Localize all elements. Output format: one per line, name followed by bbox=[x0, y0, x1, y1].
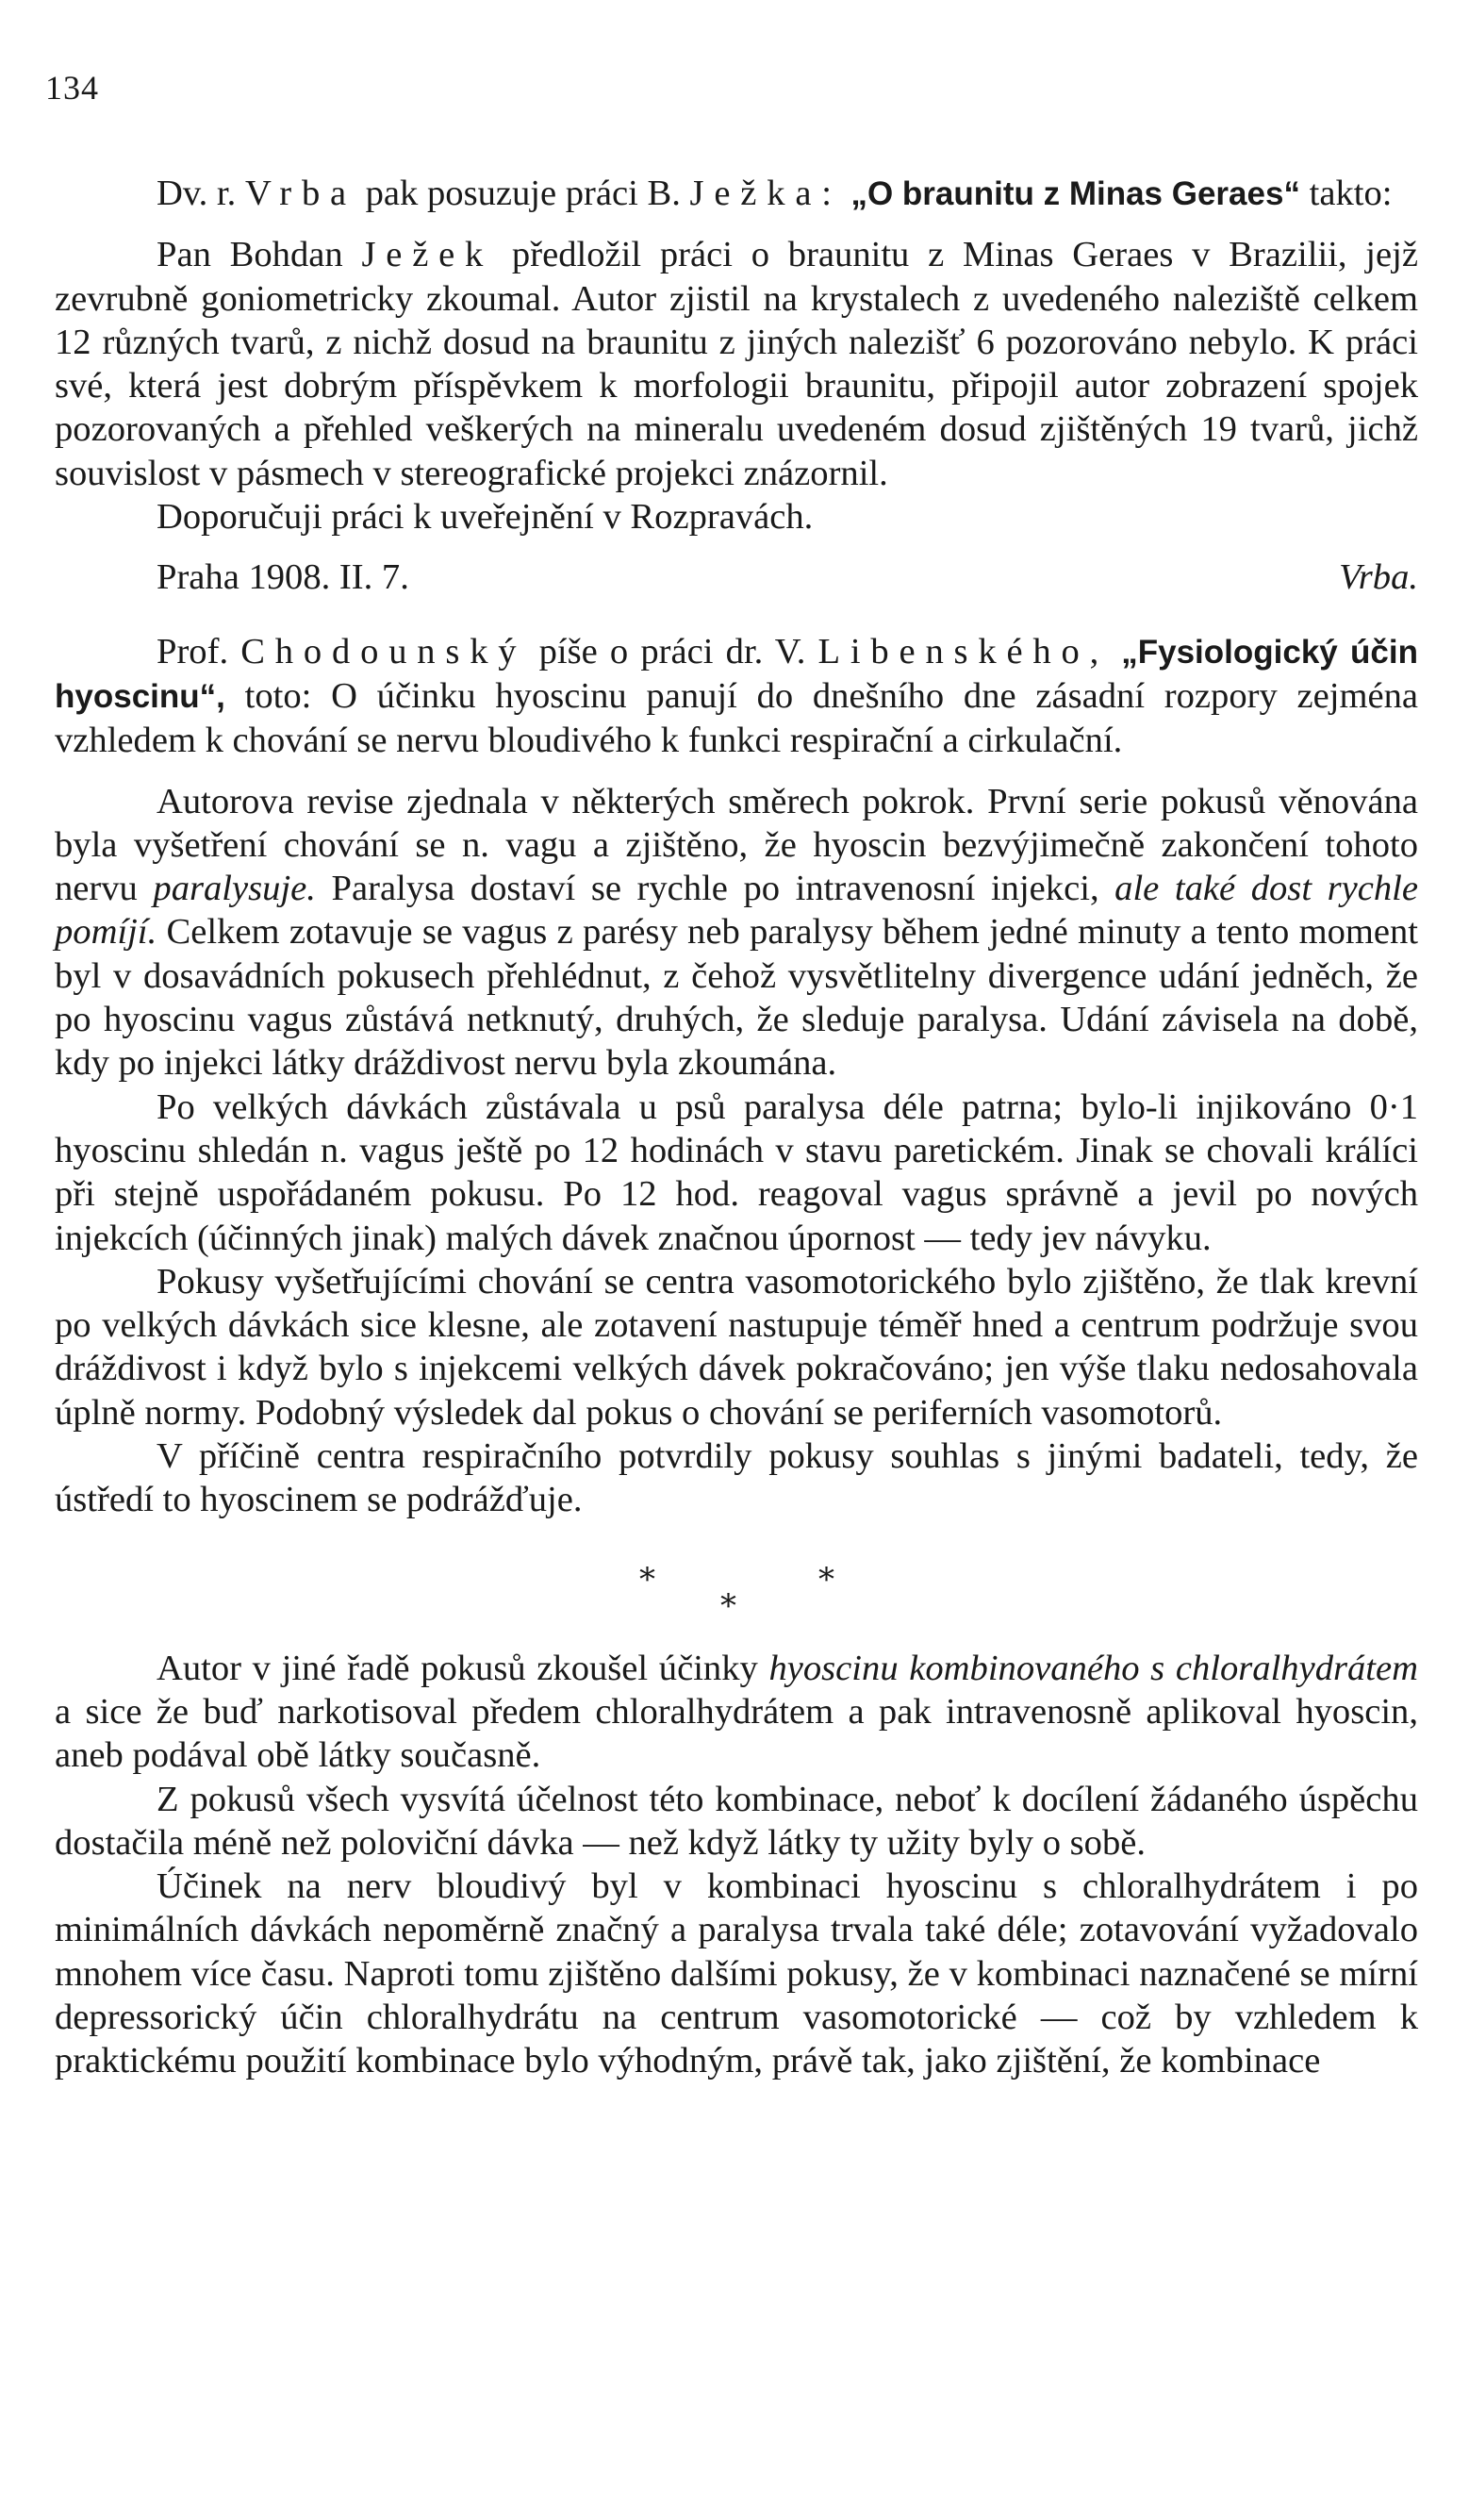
chodounsky-paragraph-4: V příčině centra respiračního potvrdily pokusy souhlas s jinými badateli, tedy, že ústředí to hyoscinem se podrážďuje. bbox=[55, 1436, 1418, 1520]
chodounsky-p1-a: Autorova revise zjednala v některých směrech pokrok. První serie pokusů věnována byla vyšetření chování se n. vagu a zjištěno, že hyoscin bezvýjimečně zakončení tohoto nervu bbox=[55, 781, 1418, 909]
reviewer-name-vrba: Vrba bbox=[244, 174, 356, 213]
asterism-star: * bbox=[720, 1586, 736, 1625]
continuation-p1-emphasis: hyoscinu kombinovaného s chloralhydrátem bbox=[768, 1648, 1419, 1688]
reviewer-name-chodounsky: Chodounský bbox=[240, 631, 527, 671]
chodounsky-paragraph-1 bbox=[55, 780, 1418, 1086]
chodounsky-intro-after: toto: O účinku hyoscinu panují do dnešního dne zásadní rozpory zejména vzhledem k chování se nervu bloudivého k funkci respirační a cirkulační. bbox=[55, 675, 1418, 761]
vrba-body-lead: Pan Bohdan bbox=[157, 235, 362, 275]
asterism-star: * bbox=[639, 1560, 655, 1599]
vrba-body-paragraph bbox=[55, 233, 1418, 495]
vrba-signature: Vrba. bbox=[1339, 557, 1418, 598]
page-number: 134 bbox=[45, 69, 99, 107]
author-name-jezek: Ježka: bbox=[689, 174, 842, 213]
vrba-place-date: Praha 1908. II. 7. bbox=[157, 557, 409, 598]
paper-title-braunit: „O braunitu z Minas Geraes“ bbox=[850, 175, 1300, 212]
chodounsky-intro-middle: píše o práci dr. V. bbox=[526, 631, 818, 671]
continuation-p1-b: a sice že buď narkotisoval předem chloralhydrátem a pak intravenosně aplikoval hyoscin, aneb podával obě látky současně. bbox=[55, 1691, 1418, 1776]
author-name-libensky: Libenského, bbox=[817, 631, 1110, 671]
chodounsky-intro-before: Prof. bbox=[157, 631, 241, 671]
continuation-p1-a: Autor v jiné řadě pokusů zkoušel účinky bbox=[157, 1648, 769, 1688]
book-page bbox=[45, 0, 1419, 2520]
vrba-intro-paragraph bbox=[55, 172, 1418, 216]
chodounsky-intro-paragraph bbox=[55, 630, 1418, 763]
vrba-body-text: předložil práci o braunitu z Minas Geraes v Brazilii, jejž zevrubně goniometricky zkoumal. Autor zjistil na krystalech z uvedeného naleziště celkem 12 různých tvarů, z nichž dosud na braunitu z jiných nalezišť 6 pozorováno nebylo. K práci své, která jest dobrým příspěvkem k morfologii braunitu, připojil autor zobrazení spojek pozorovaných a přehled veškerých na mineralu uvedeném dosud zjištěných 19 tvarů, jichž souvislost v pásmech v stereografické projekci znázornil. bbox=[55, 235, 1418, 493]
chodounsky-p1-emphasis-2: ale také dost rychle pomíjí. bbox=[55, 869, 1419, 953]
continuation-paragraph-1 bbox=[55, 1647, 1418, 1778]
body-author-jezek: Ježek bbox=[361, 235, 494, 275]
page-content bbox=[55, 172, 1418, 2083]
chodounsky-p1-c: Celkem zotavuje se vagus z parésy neb paralysy během jedné minuty a tento moment byl v dosavádních pokusech přehlédnut, z čehož vysvětlitelny divergence udání jedněch, že po hyoscinu vagus zůstává netknutý, druhých, že sleduje paralysa. Udání závisela na době, kdy po injekci látky dráždivost nervu byla zkoumána. bbox=[55, 912, 1418, 1084]
vrba-recommendation: Doporučuji práci k uveřejnění v Rozpravách. bbox=[157, 497, 814, 538]
asterism-separator bbox=[55, 1534, 1418, 1647]
chodounsky-p1-b: Paralysa dostaví se rychle po intravenosní injekci, bbox=[315, 869, 1115, 909]
continuation-paragraph-3: Účinek na nerv bloudivý byl v kombinaci hyoscinu s chloralhydrátem i po minimálních dávkách nepoměrně značný a paralysa trvala také déle; zotavování vyžadovalo mnohem více času. Naproti tomu zjištěno dalšími pokusy, že v kombinaci naznačené se mírní depressorický účin chloralhydrátu na centrum vasomotorické — což by vzhledem k praktickému použití kombinace bylo výhodným, právě tak, jako zjištění, že kombinace bbox=[55, 1866, 1418, 2081]
continuation-paragraph-2: Z pokusů všech vysvítá účelnost této kombinace, neboť k docílení žádaného úspěchu dostačila méně než poloviční dávka — než když látky ty užity byly o sobě. bbox=[55, 1779, 1418, 1863]
vrba-signature-row bbox=[55, 555, 1418, 599]
vrba-intro-after: takto: bbox=[1299, 174, 1393, 213]
vrba-intro-middle: pak posuzuje práci B. bbox=[356, 174, 690, 213]
chodounsky-paragraph-2: Po velkých dávkách zůstávala u psů paralysa déle patrna; bylo-li injikováno 0·1 hyoscinu shledán n. vagus ještě po 12 hodinách v stavu paretickém. Jinak se chovali králíci při stejně uspořádaném pokusu. Po 12 hod. reagoval vagus správně a jevil po nových injekcích (účinných jinak) malých dávek značnou úpornost — tedy jev návyku. bbox=[55, 1086, 1418, 1258]
chodounsky-paragraph-3: Pokusy vyšetřujícími chování se centra vasomotorického bylo zjištěno, že tlak krevní po velkých dávkách sice klesne, ale zotavení nastupuje téměř hned a centrum podržuje svou dráždivost i když bylo s injekcemi velkých dávek pokračováno; jen výše tlaku nedosahovala úplně normy. Podobný výsledek dal pokus o chování se periferních vasomotorů. bbox=[55, 1261, 1418, 1433]
asterism-star: * bbox=[818, 1560, 834, 1599]
paper-title-hyoscin: „Fysiologický účin hyoscinu“, bbox=[55, 633, 1418, 715]
vrba-intro-before: Dv. r. bbox=[157, 174, 245, 213]
chodounsky-p1-emphasis-1: paralysuje. bbox=[153, 869, 316, 909]
